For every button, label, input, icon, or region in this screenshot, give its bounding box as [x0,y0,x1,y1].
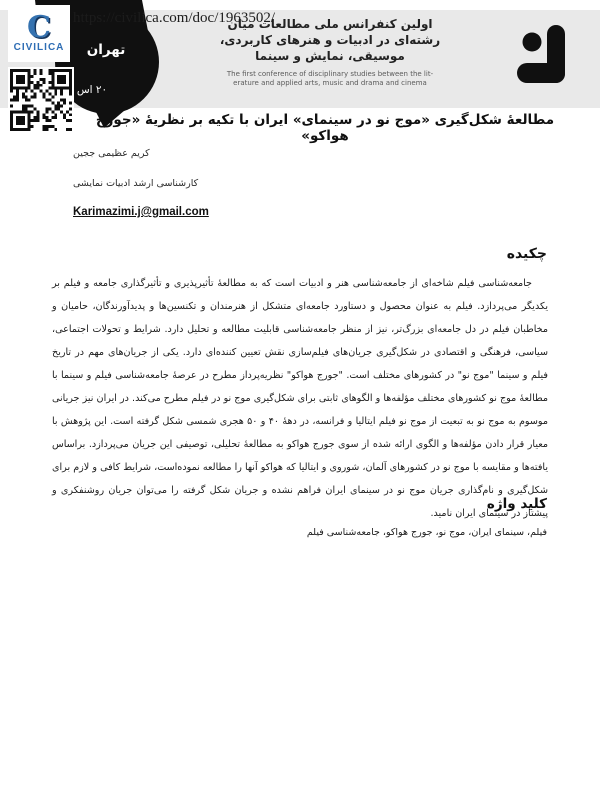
event-city: تهران [86,42,126,58]
conference-title-en-line1: The first conference of disciplinary studies between the lit- [226,70,434,78]
conference-title-fa-line2: رشته‌ای در ادبیات و هنرهای کاربردی، [219,33,441,47]
conference-title-en-line2: erature and applied arts, music and drama and cinema [233,79,427,87]
civilica-monogram-icon: C [27,10,51,45]
abstract-body: جامعه‌شناسی فیلم شاخه‌ای از جامعه‌شناسی هنر و ادبیات است که به مطالعهٔ تأثیرپذیری و تأثیرگذاری جامعه و فیلم بر یکدیگر می‌پردازد. فیلم به عنوان محصول و دستاورد جامعه‌ای متشکل از هنرمندان و تکنسین‌ها و پدیدآورندگان، حامیان و مخاطبان فیلم در دل جامعه‌ای بزرگ‌تر، نیز از منظر جامعه‌شناسی قابلیت مطالعه و تحلیل دارد. شرایط و تحولات اجتماعی، سیاسی، فرهنگی و اقتصادی در شکل‌گیری جریان‌های فیلم‌سازی نقش تعیین کننده‌ای دارد. یکی از جریان‌های مهم در تاریخ فیلم و سینما "موج نو" در کشورهای مختلف است. "جورج هواکو" نظریه‌پرداز مطرح در عرصهٔ جامعه‌شناسی فیلم و سینما با مطالعهٔ موج نو کشورهای مختلف مؤلفه‌ها و الگوهای ثابتی برای شکل‌گیری موج نو در فیلم مطرح می‌کند. در ایران نیز جریانی موسوم به موج نو به تبعیت از موج نو فیلم ایتالیا و فرانسه، در دههٔ ۴۰ و ۵۰ هجری شمسی شکل گرفته است. این پژوهش با معیار قرار دادن مؤلفه‌ها و الگوی ارائه شده از سوی جورج هواکو به مطالعهٔ تحلیلی، توصیفی این جریان می‌پردازد. براساس یافته‌ها و مقایسه با موج نو در کشورهای آلمان، شوروی و ایتالیا که هواکو آنها را مطالعه نموده‌است، شرایط کافی و لازم برای شکل‌گیری و نام‌گذاری جریان موج نو در سینمای ایران فراهم نشده و جریان شکل گرفته را می‌توان جریان روشنفکری و پیشتاز در سینمای ایران نامید. [52,278,548,519]
author-email-link[interactable]: Karimazimi.j@gmail.com [73,206,209,218]
event-date: ۲۰ اس [76,84,108,96]
author-affiliation: کارشناسی ارشد ادبیات نمایشی [73,178,199,189]
paper-title: مطالعهٔ شکل‌گیری «موج نو در سینمای» ایران با تکیه بر نظریهٔ «جورج هواکو» [95,112,555,144]
qr-code [8,67,74,133]
conference-title-en [180,70,480,88]
abstract-heading: چکیده [506,246,547,262]
civilica-wordmark: CIVILICA [13,42,65,53]
conference-title-fa-line3: موسیقی، نمایش و سینما [255,49,405,63]
civilica-logo [8,5,70,62]
keywords-body: فیلم، سینمای ایران، موج نو، جورج هواکو، جامعه‌شناسی فیلم [306,527,547,538]
author-name: کریم عظیمی ججین [73,148,150,159]
conference-title-fa-line1: اولین کنفرانس ملی مطالعات میان [227,17,433,31]
document-url-link[interactable]: https://civilica.com/doc/1963502/ [73,10,276,26]
conference-logo-icon [517,24,565,84]
qr-code-icon [10,69,72,131]
keywords-heading: کلید واژه [486,496,547,512]
